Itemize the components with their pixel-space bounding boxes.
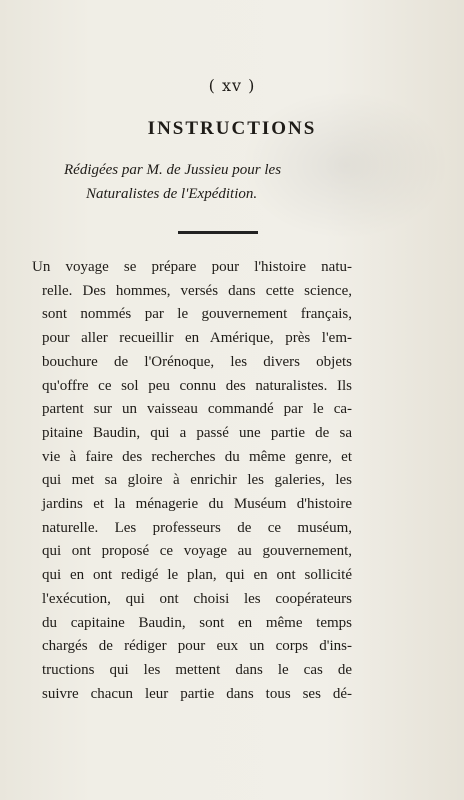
body-line: vie à faire des recherches du même genre, et — [42, 448, 352, 465]
section-subtitle — [64, 158, 404, 206]
body-line: suivre chacun leur partie dans tous ses dé- — [42, 685, 352, 702]
body-line: pour aller recueillir en Amérique, près l'em- — [42, 330, 352, 347]
body-line: pitaine Baudin, qui a passé une partie de sa — [42, 424, 352, 441]
body-line: qui en ont redigé le plan, qui en ont sollicité — [42, 567, 352, 584]
section-title: INSTRUCTIONS — [147, 118, 317, 139]
body-line: chargés de rédiger pour eux un corps d'ins- — [42, 638, 352, 655]
decorative-rule — [178, 231, 258, 234]
body-line: qui ont proposé ce voyage au gouvernement, — [42, 543, 352, 560]
body-line: qu'offre ce sol peu connu des naturalistes. Ils — [42, 377, 352, 394]
body-line: l'exécution, qui ont choisi les coopérateurs — [42, 590, 352, 607]
body-line: Un voyage se prépare pour l'histoire natu- — [32, 259, 352, 275]
body-line: naturelle. Les professeurs de ce muséum, — [42, 519, 352, 536]
body-line: du capitaine Baudin, sont en même temps — [42, 614, 352, 631]
subtitle-line-1: Rédigées par M. de Jussieu pour les — [64, 162, 282, 178]
page-number: ( xv ) — [208, 76, 256, 95]
body-line: relle. Des hommes, versés dans cette science, — [42, 282, 352, 299]
body-line: tructions qui les mettent dans le cas de — [42, 661, 352, 678]
body-paragraph — [32, 256, 352, 706]
subtitle-line-2: Naturalistes de l'Expédition. — [86, 186, 258, 202]
body-line: jardins et la ménagerie du Muséum d'histoire — [42, 496, 352, 513]
body-line: partent sur un vaisseau commandé par le ca- — [42, 401, 352, 418]
body-line: sont nommés par le gouvernement français, — [42, 306, 352, 323]
body-line: bouchure de l'Orénoque, les divers objets — [42, 353, 352, 370]
body-line: qui met sa gloire à enrichir les galeries, les — [42, 472, 352, 489]
